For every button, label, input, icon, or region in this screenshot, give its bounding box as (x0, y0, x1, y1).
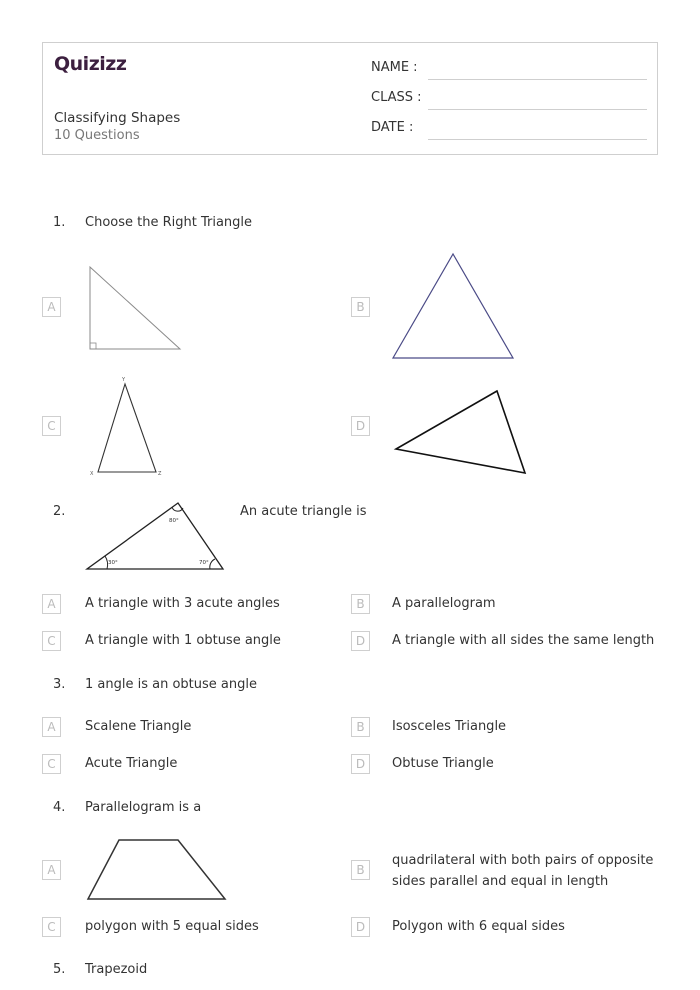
vertex-label-z: Z (158, 471, 162, 477)
option-letter-c[interactable]: C (42, 754, 61, 774)
question-number: 2. (53, 504, 66, 519)
class-label: CLASS : (371, 90, 422, 105)
vertex-label-x: X (90, 471, 94, 477)
question-number: 1. (53, 215, 66, 230)
option-letter-b[interactable]: B (351, 594, 370, 614)
option-letter-b[interactable]: B (351, 717, 370, 737)
option-text-d[interactable]: Obtuse Triangle (392, 756, 494, 771)
question-text: 1 angle is an obtuse angle (85, 677, 257, 692)
question-text: Choose the Right Triangle (85, 215, 253, 230)
class-input-line[interactable] (428, 109, 647, 110)
trapezoid-image[interactable] (85, 838, 229, 904)
triangle-with-angles-image (85, 500, 227, 574)
question-number: 5. (53, 962, 66, 977)
question-number: 3. (53, 677, 66, 692)
class-field[interactable] (371, 90, 647, 110)
angle-label-right: 70° (199, 560, 209, 566)
question-text: Trapezoid (85, 962, 148, 977)
date-label: DATE : (371, 120, 414, 135)
option-letter-a[interactable]: A (42, 594, 61, 614)
option-letter-d[interactable]: D (351, 754, 370, 774)
question-count: 10 Questions (54, 128, 140, 143)
option-letter-b[interactable]: B (351, 297, 370, 317)
option-text-c[interactable]: Acute Triangle (85, 756, 178, 771)
option-letter-d[interactable]: D (351, 631, 370, 651)
option-text-a[interactable]: Scalene Triangle (85, 719, 192, 734)
scalene-triangle-image[interactable] (390, 385, 530, 477)
option-letter-c[interactable]: C (42, 416, 61, 436)
option-letter-b[interactable]: B (351, 860, 370, 880)
option-text-b[interactable]: Isosceles Triangle (392, 719, 507, 734)
question-text: An acute triangle is (240, 504, 367, 519)
isosceles-triangle-image[interactable] (85, 374, 165, 478)
worksheet-title: Classifying Shapes (54, 110, 181, 126)
right-triangle-image[interactable] (85, 262, 185, 354)
option-text-d[interactable]: Polygon with 6 equal sides (392, 919, 565, 934)
option-letter-a[interactable]: A (42, 860, 61, 880)
quizizz-logo: Quizizz (54, 53, 127, 75)
vertex-label-y: Y (122, 377, 126, 383)
name-input-line[interactable] (428, 79, 647, 80)
option-text-a[interactable]: A triangle with 3 acute angles (85, 596, 280, 611)
option-letter-d[interactable]: D (351, 917, 370, 937)
date-input-line[interactable] (428, 139, 647, 140)
option-letter-c[interactable]: C (42, 631, 61, 651)
question-number: 4. (53, 800, 66, 815)
angle-label-top: 80° (169, 518, 179, 524)
option-text-d[interactable]: A triangle with all sides the same length (392, 633, 655, 648)
angle-label-left: 30° (108, 560, 118, 566)
date-field[interactable] (371, 120, 647, 140)
option-letter-a[interactable]: A (42, 297, 61, 317)
option-letter-a[interactable]: A (42, 717, 61, 737)
question-text: Parallelogram is a (85, 800, 202, 815)
name-field[interactable] (371, 60, 647, 80)
option-letter-d[interactable]: D (351, 416, 370, 436)
option-letter-c[interactable]: C (42, 917, 61, 937)
worksheet-header (42, 42, 658, 155)
option-text-c[interactable]: A triangle with 1 obtuse angle (85, 633, 281, 648)
option-text-b[interactable]: A parallelogram (392, 596, 496, 611)
name-label: NAME : (371, 60, 418, 75)
equilateral-triangle-image[interactable] (390, 250, 518, 362)
option-text-c[interactable]: polygon with 5 equal sides (85, 919, 259, 934)
option-text-b[interactable]: quadrilateral with both pairs of opposite sides parallel and equal in length (392, 853, 654, 889)
